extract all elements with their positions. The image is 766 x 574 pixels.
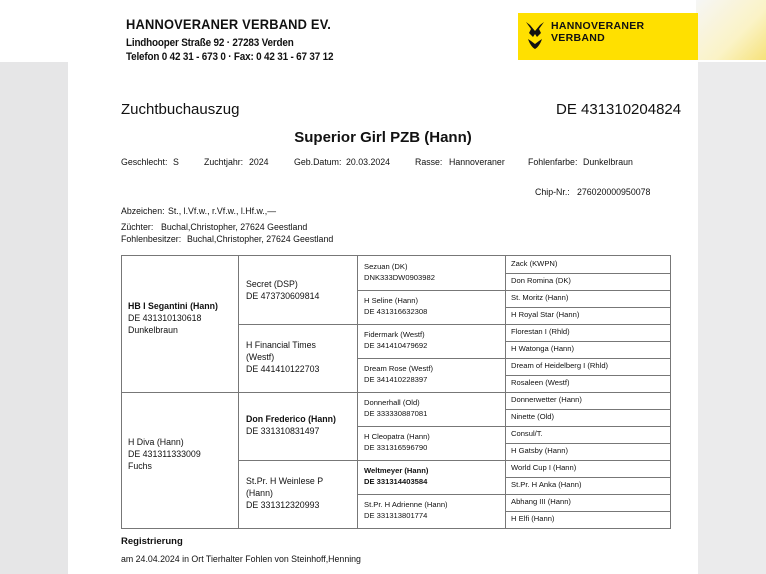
gen4-ancestor-14: St.Pr. H Anka (Hann) <box>511 480 582 489</box>
gen2-name-1: Secret (DSP) <box>246 279 298 289</box>
birth-label: Geb.Datum: <box>294 157 342 167</box>
background-right <box>698 0 766 574</box>
gen3-id-3: DE 341410479692 <box>364 341 428 350</box>
gen4-ancestor-4: H Royal Star (Hann) <box>511 310 580 319</box>
gen2-name-3: Don Frederico (Hann) <box>246 414 336 424</box>
gen3-id-1: DNK333DW0903982 <box>364 273 435 282</box>
dam-id: DE 431311333009 <box>128 449 201 459</box>
gen3-id-6: DE 331316596790 <box>364 443 428 452</box>
chip-label: Chip-Nr.: <box>535 187 570 197</box>
marks-value: St., l.Vf.w., r.Vf.w., l.Hf.w.,— <box>168 206 277 216</box>
document-number: DE 431310204824 <box>556 101 682 118</box>
sire-color: Dunkelbraun <box>128 325 178 335</box>
breed-value: Hannoveraner <box>449 157 505 167</box>
association-logo <box>518 13 698 60</box>
gen4-ancestor-9: Donnerwetter (Hann) <box>511 395 582 404</box>
gen2-id-4: DE 331312320993 <box>246 500 320 510</box>
gen4-ancestor-3: St. Moritz (Hann) <box>511 293 569 302</box>
gen3-name-1: Sezuan (DK) <box>364 262 408 271</box>
gen2-name2-2: (Westf) <box>246 352 275 362</box>
birth-value: 20.03.2024 <box>346 157 391 167</box>
gen3-name-7: Weltmeyer (Hann) <box>364 466 429 475</box>
sire-id: DE 431310130618 <box>128 313 202 323</box>
gen3-id-4: DE 341410228397 <box>364 375 428 384</box>
breed-label: Rasse: <box>415 157 443 167</box>
gen4-ancestor-2: Don Romina (DK) <box>511 276 571 285</box>
gen3-name-2: H Seline (Hann) <box>364 296 419 305</box>
gen4-ancestor-10: Ninette (Old) <box>511 412 555 421</box>
gen3-id-2: DE 431316632308 <box>364 307 428 316</box>
dam-color: Fuchs <box>128 461 152 471</box>
org-phone: Telefon 0 42 31 - 673 0 · Fax: 0 42 31 - 67 37 12 <box>126 51 334 63</box>
logo-text-line2: VERBAND <box>551 32 606 44</box>
gen3-id-7: DE 331314403584 <box>364 477 428 486</box>
sex-value: S <box>173 157 179 167</box>
horse-name: Superior Girl PZB (Hann) <box>294 129 472 146</box>
gen3-name-5: Donnerhall (Old) <box>364 398 420 407</box>
org-name: HANNOVERANER VERBAND EV. <box>126 16 332 32</box>
gen2-name2-4: (Hann) <box>246 488 273 498</box>
gen3-id-5: DE 333330887081 <box>364 409 428 418</box>
gen3-name-8: St.Pr. H Adrienne (Hann) <box>364 500 448 509</box>
registration-title: Registrierung <box>121 536 183 547</box>
gen4-ancestor-16: H Elfi (Hann) <box>511 514 555 523</box>
marks-label: Abzeichen: <box>121 206 165 216</box>
horse-heads-logo-icon <box>524 19 546 51</box>
gen2-id-3: DE 331310831497 <box>246 426 320 436</box>
background-left <box>0 0 68 574</box>
gen3-name-3: Fidermark (Westf) <box>364 330 425 339</box>
document-type: Zuchtbuchauszug <box>121 101 240 118</box>
gen2-name-2: H Financial Times <box>246 340 316 350</box>
sire-name: HB I Segantini (Hann) <box>128 301 218 311</box>
gen3-name-6: H Cleopatra (Hann) <box>364 432 430 441</box>
color-value: Dunkelbraun <box>583 157 633 167</box>
gen4-ancestor-5: Florestan I (Rhld) <box>511 327 570 336</box>
color-label: Fohlenfarbe: <box>528 157 578 167</box>
logo-text-line1: HANNOVERANER <box>551 20 645 32</box>
gen4-ancestor-13: World Cup I (Hann) <box>511 463 577 472</box>
gen4-ancestor-12: H Gatsby (Hann) <box>511 446 568 455</box>
gen4-ancestor-15: Abhang III (Hann) <box>511 497 571 506</box>
gen2-name-4: St.Pr. H Weinlese P <box>246 476 324 486</box>
gen4-ancestor-11: Consul/T. <box>511 429 543 438</box>
sex-label: Geschlecht: <box>121 157 168 167</box>
gen4-ancestor-1: Zack (KWPN) <box>511 259 558 268</box>
gen4-ancestor-6: H Watonga (Hann) <box>511 344 575 353</box>
year-label: Zuchtjahr: <box>204 157 244 167</box>
gen2-id-2: DE 441410122703 <box>246 364 320 374</box>
breeder-value: Buchal,Christopher, 27624 Geestland <box>161 222 308 232</box>
background-corner <box>696 0 766 60</box>
chip-value: 276020000950078 <box>577 187 651 197</box>
gen4-ancestor-7: Dream of Heidelberg I (Rhld) <box>511 361 609 370</box>
year-value: 2024 <box>249 157 269 167</box>
gen3-name-4: Dream Rose (Westf) <box>364 364 434 373</box>
dam-name: H Diva (Hann) <box>128 437 184 447</box>
owner-label: Fohlenbesitzer: <box>121 234 182 244</box>
gen4-ancestor-8: Rosaleen (Westf) <box>511 378 570 387</box>
owner-value: Buchal,Christopher, 27624 Geestland <box>187 234 334 244</box>
gen3-id-8: DE 331313801774 <box>364 511 428 520</box>
registration-text: am 24.04.2024 in Ort Tierhalter Fohlen von Steinhoff,Henning <box>121 554 361 564</box>
org-address: Lindhooper Straße 92 · 27283 Verden <box>126 37 294 49</box>
gen2-id-1: DE 473730609814 <box>246 291 320 301</box>
breeder-label: Züchter: <box>121 222 154 232</box>
pedigree-table <box>121 255 671 529</box>
